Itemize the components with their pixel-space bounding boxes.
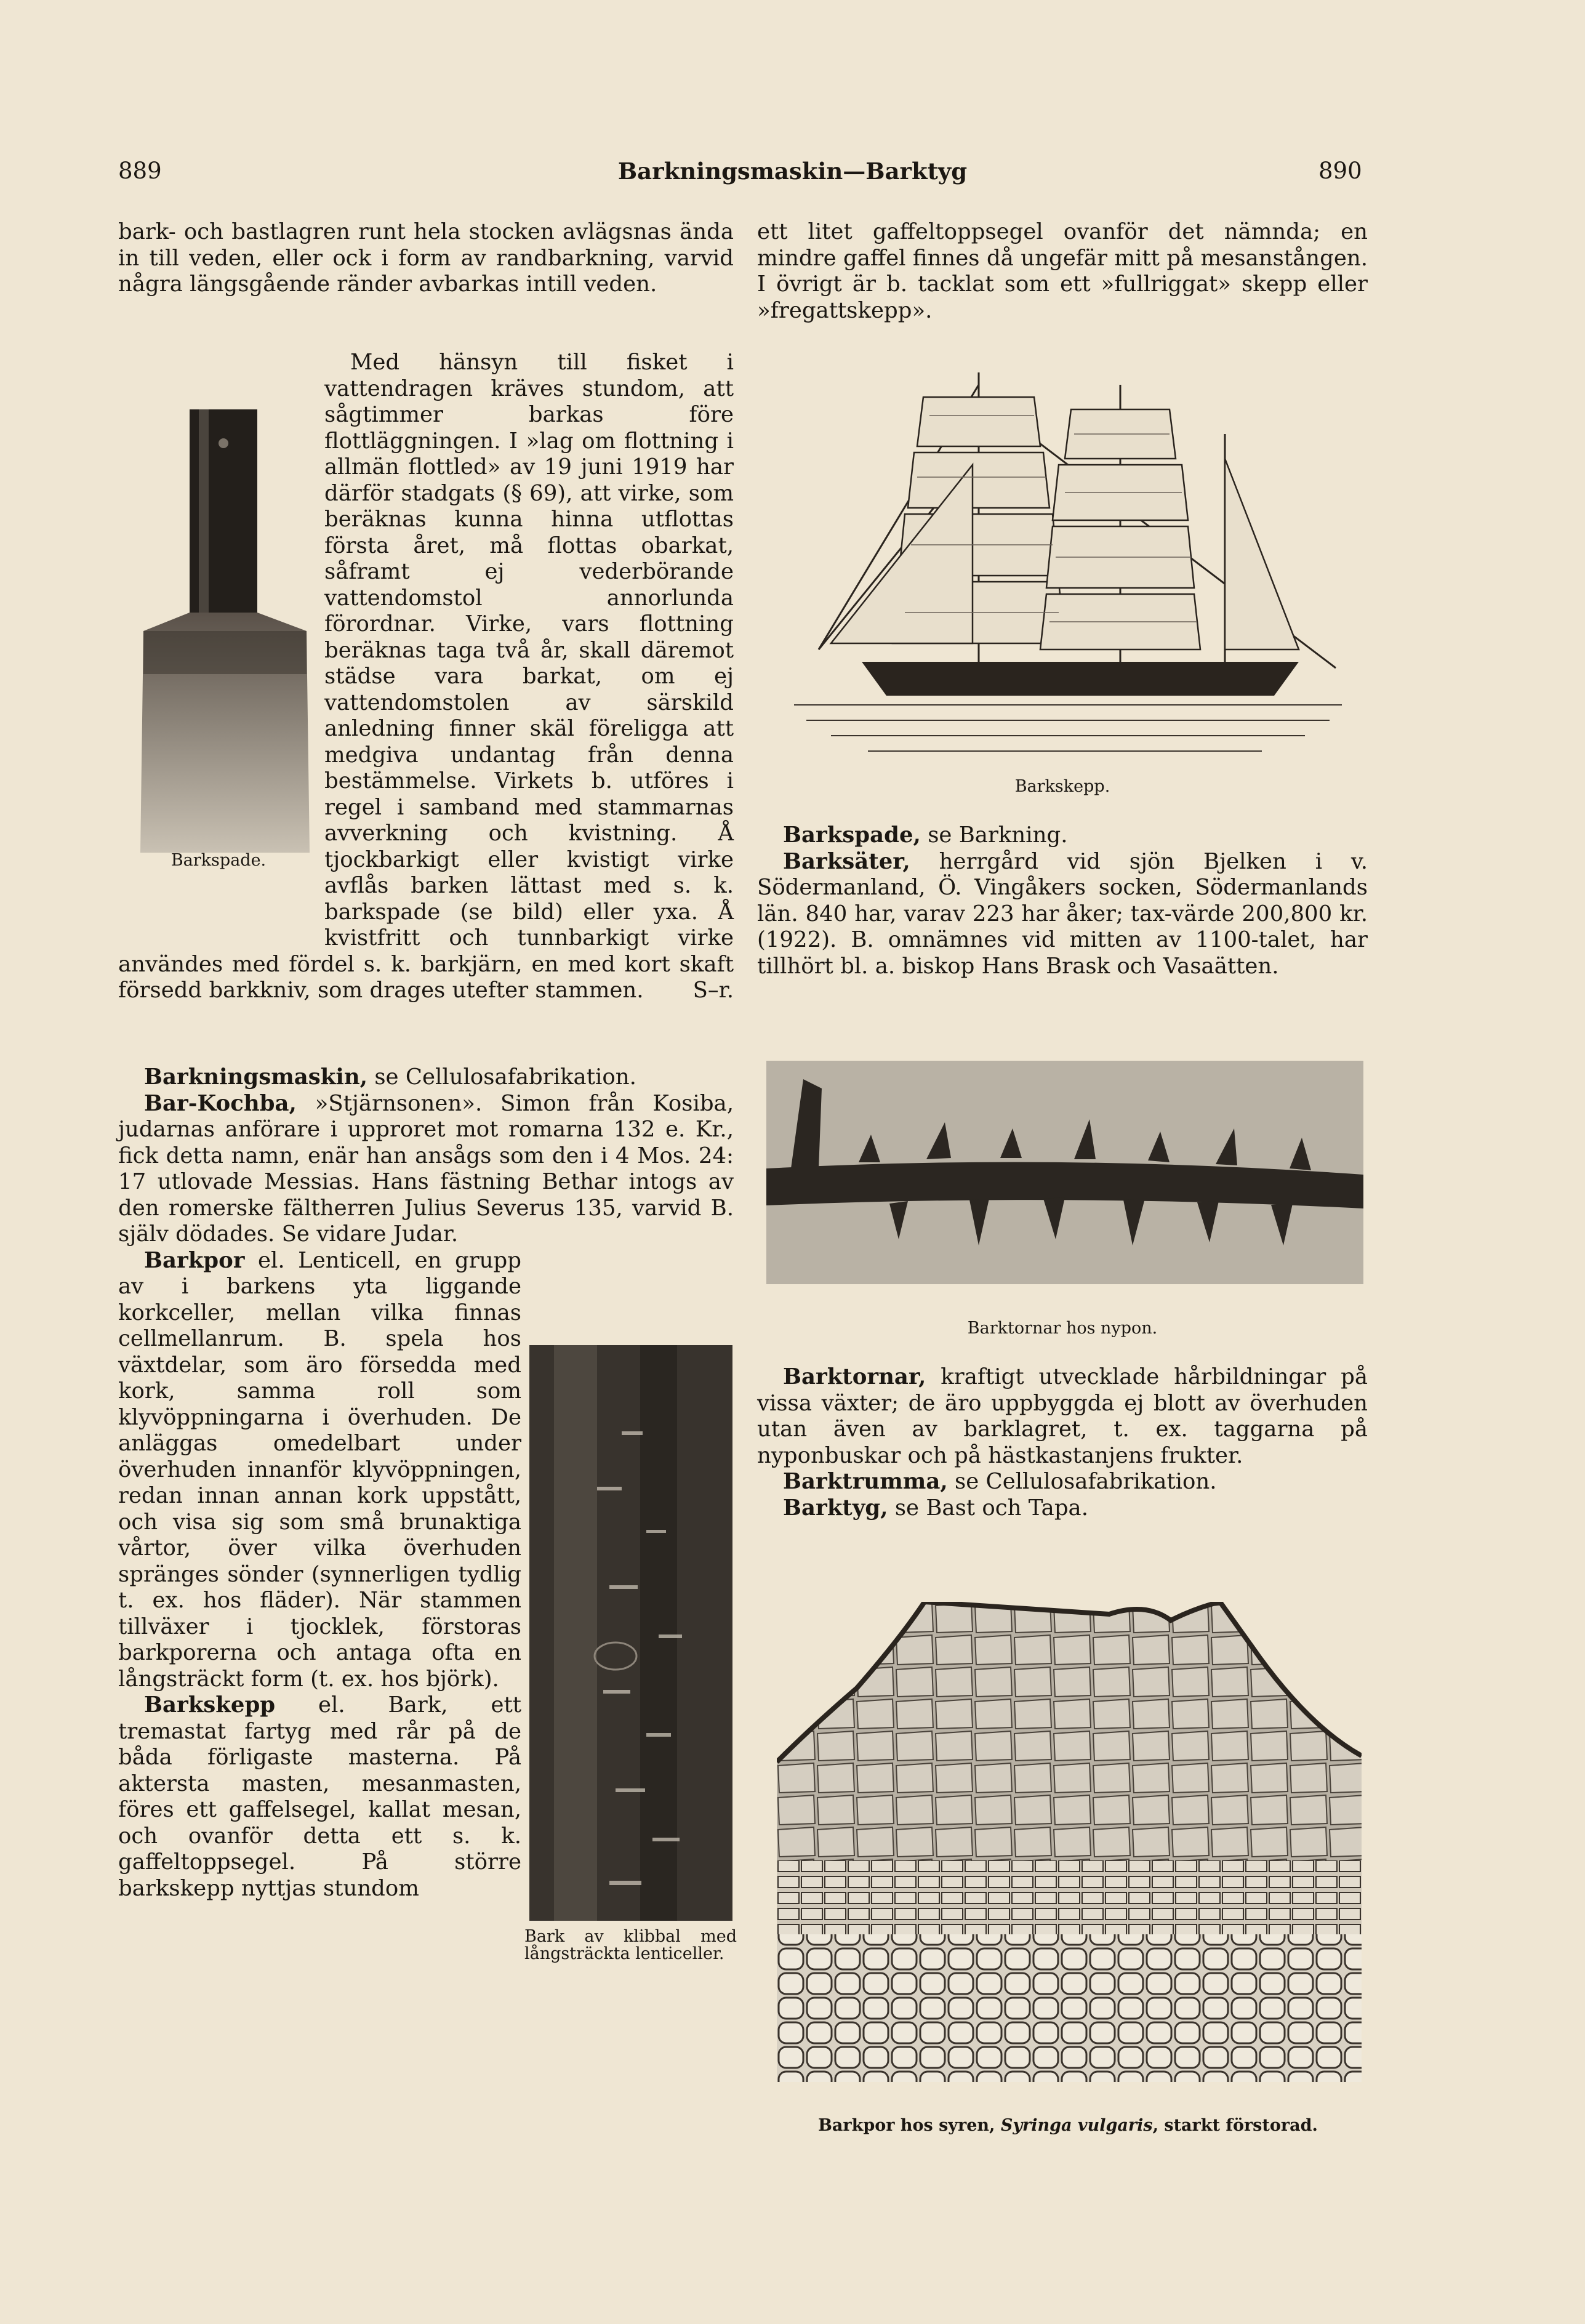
barkpor-micrograph <box>777 1602 1362 2082</box>
right-column-top <box>757 219 1368 324</box>
entry-barktrumma: Barktrumma, se Cellulosafabrikation. <box>783 1469 1217 1494</box>
left-column-entries <box>118 1064 734 1902</box>
caption-barktornar: Barktornar hos nypon. <box>967 1319 1158 1338</box>
entry-barkpor: Barkpor el. Lenticell, en grupp av i barkens yta liggande korkceller, mellan vilka finnas cellmellanrum. B. spela hos växtdelar, som äro försedda med kork, samma roll som klyvöppningarna i överhuden. De anläggas omedelbart under överhuden innanför klyvöppningen, redan innan annan kork uppstått, och visa sig som små brunaktiga vårtor, över vilka överhuden spränges sönder (synnerligen tydlig t. ex. hos fläder). När stammen tillväxer i tjocklek, förstoras barkporerna och antaga ofta en långsträckt form (t. ex. hos björk). <box>118 1247 521 1692</box>
entry-barktornar: Barktornar, kraftigt utvecklade hårbildningar på vissa växter; de äro uppbyggda ej blott av överhuden utan även av barklagret, t. ex. taggarna på nyponbuskar och på hästkastanjens frukter. <box>757 1364 1368 1468</box>
paragraph-bark-stripping: bark- och bastlagren runt hela stocken avlägsnas ända in till veden, eller ock i form av randbarkning, varvid några längsgående ränder avbarkas intill veden. <box>118 219 734 297</box>
entry-barksater: Barksäter, herrgård vid sjön Bjelken i v. Södermanland, Ö. Vingåkers socken, Södermanlands län. 840 har, varav 223 har åker; tax-värde 200,800 kr. (1922). B. omnämnes vid mitten av 1100-talet, har tillhört bl. a. biskop Hans Brask och Vasaätten. <box>757 848 1368 979</box>
right-column-lower <box>757 1364 1368 1521</box>
barkskepp-illustration <box>794 360 1342 766</box>
caption-barkpor: Barkpor hos syren, Syringa vulgaris, starkt förstorad. <box>818 2116 1318 2135</box>
signature: S–r. <box>692 978 734 1003</box>
left-column-p2 <box>118 350 734 1004</box>
entry-barkningsmaskin: Barkningsmaskin, se Cellulosafabrikation. <box>144 1064 636 1090</box>
paragraph-barkskepp-cont: ett litet gaffeltoppsegel ovanför det nämnda; en mindre gaffel finnes då ungefär mitt på mesanstången. I övrigt är b. tacklat som ett »fullriggat» skepp eller »fregattskepp». <box>757 219 1368 323</box>
page-number-left: 889 <box>118 158 162 184</box>
caption-bark-klibbal: Bark av klibbal med långsträckta lenticeller. <box>524 1927 737 1963</box>
running-title: Barkningsmaskin—Barktyg <box>617 158 968 185</box>
paragraph-flottning: Med hänsyn till fisket i vattendragen kräves stundom, att sågtimmer barkas före flottläggningen. I »lag om flottning i allmän flottled» av 19 juni 1919 har därför stadgats (§ 69), att virke, som beräknas kunna hinna utflottas första året, må flottas obarkat, såframt ej vederbörande vattendomstol annorlunda förordnar. Virke, vars flottning beräknas taga två år, skall däremot städse vara barkat, om ej vattendomstolen av särskild anledning finner skäl föreligga att medgiva undantag från denna bestämmelse. Virkets b. utföres i regel i samband med stammarnas avverkning och kvistning. Å tjockbarkigt eller kvistigt virke avflås barken lättast med s. k. barkspade (se bild) eller yxa. Å kvistfritt och tunnbarkigt virke användes med fördel s. k. barkjärn, en med kort skaft försedd barkkniv, som drages utefter stammen. S–r. <box>118 350 734 1003</box>
right-column-mid <box>757 822 1368 979</box>
page-number-right: 890 <box>1318 158 1362 184</box>
entry-barktyg: Barktyg, se Bast och Tapa. <box>783 1495 1089 1521</box>
entry-barkskepp: Barkskepp el. Bark, ett tremastat fartyg med rår på de båda förligaste masterna. På aktersta masten, mesanmasten, föres ett gaffelsegel, kallat mesan, och ovanför detta ett s. k. gaffeltoppsegel. På större barkskepp nyttjas stundom <box>118 1692 521 1901</box>
caption-barkskepp: Barkskepp. <box>1014 777 1110 796</box>
entry-barkspade: Barkspade, se Barkning. <box>783 822 1068 848</box>
caption-barkspade: Barkspade. <box>171 851 267 870</box>
barktornar-photo <box>766 1061 1363 1284</box>
entry-bar-kochba: Bar-Kochba, »Stjärnsonen». Simon från Kosiba, judarnas anförare i upproret mot romarna 132 e. Kr., fick detta namn, enär han ansågs som den i 4 Mos. 24: 17 utlovade Messias. Hans fästning Bethar intogs av den romerske fältherren Julius Severus 135, varvid B. själv dödades. Se vidare Judar. <box>118 1090 734 1247</box>
left-column-top <box>118 219 734 298</box>
